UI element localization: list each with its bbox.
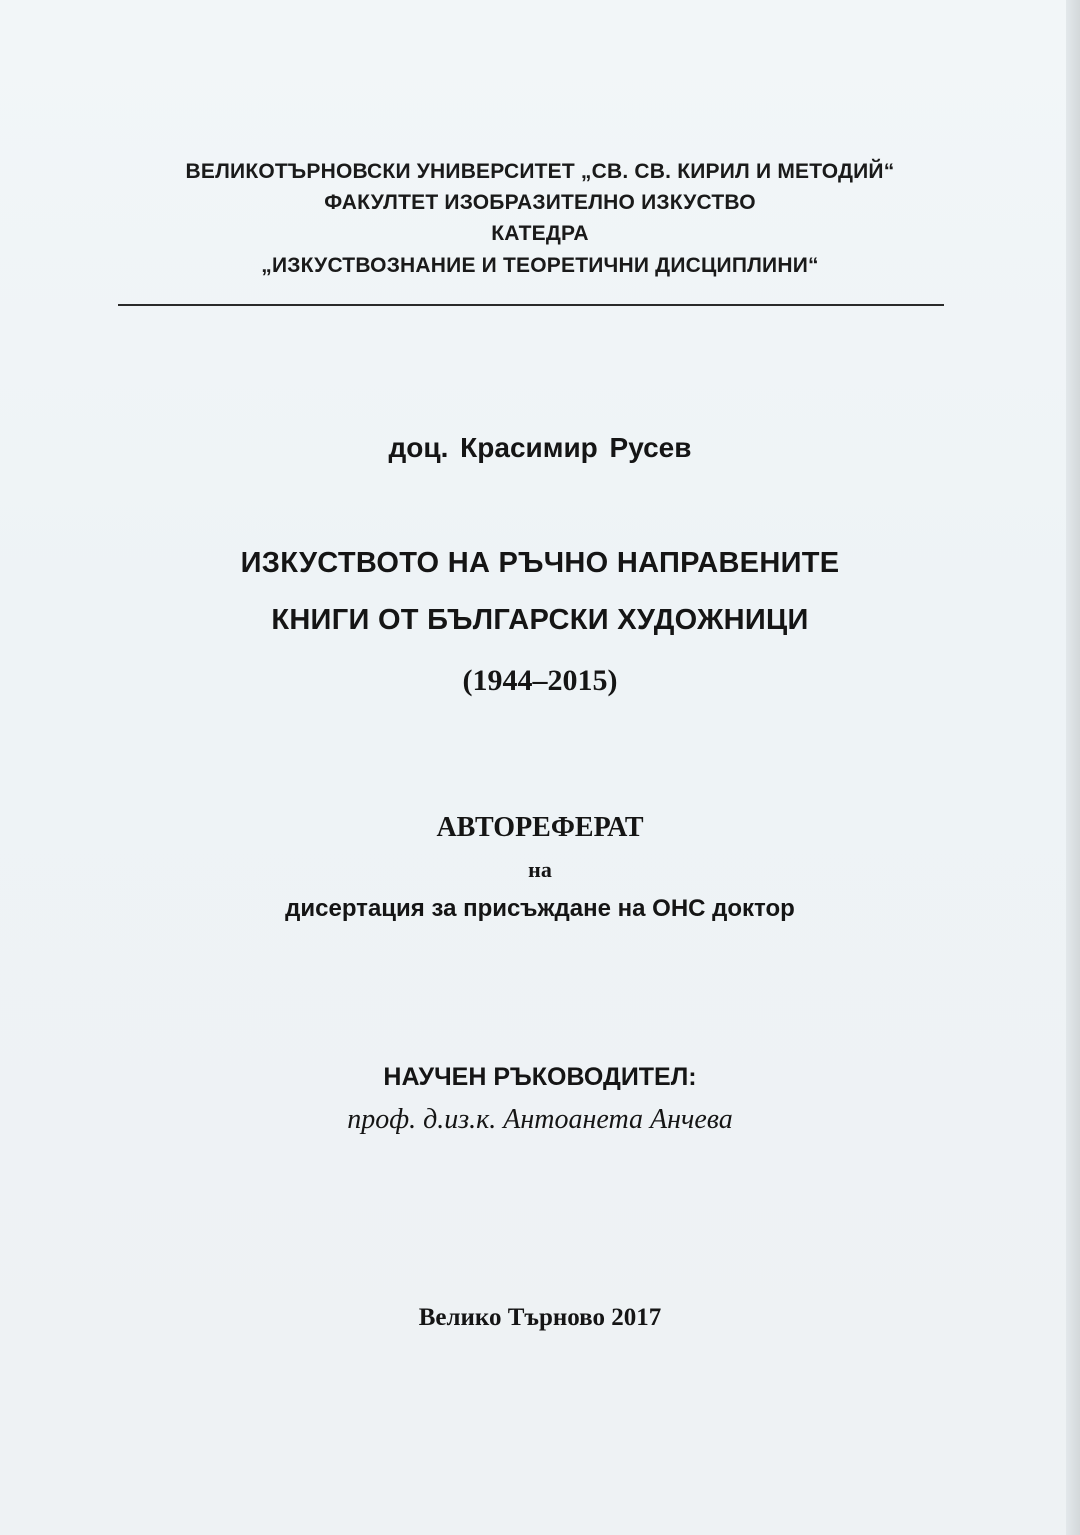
faculty-name: ФАКУЛТЕТ ИЗОБРАЗИТЕЛНО ИЗКУСТВО <box>324 191 756 214</box>
place-and-year: Велико Търново 2017 <box>418 1304 662 1331</box>
supervisor-label: НАУЧЕН РЪКОВОДИТЕЛ: <box>383 1063 697 1091</box>
department-name: „ИЗКУСТВОЗНАНИЕ И ТЕОРЕТИЧНИ ДИСЦИПЛИНИ“ <box>261 254 819 277</box>
abstract-connector: на <box>528 857 552 882</box>
department-label: КАТЕДРА <box>491 222 589 245</box>
header-divider <box>118 304 944 306</box>
author-name: доц. Красимир Русев <box>388 432 692 463</box>
abstract-heading: АВТОРЕФЕРАТ <box>436 812 644 843</box>
title-line-2: КНИГИ ОТ БЪЛГАРСКИ ХУДОЖНИЦИ <box>271 604 809 636</box>
title-years: (1944–2015) <box>462 664 618 697</box>
university-name: ВЕЛИКОТЪРНОВСКИ УНИВЕРСИТЕТ „СВ. СВ. КИРИЛ И МЕТОДИЙ“ <box>185 160 895 183</box>
title-line-1: ИЗКУСТВОТО НА РЪЧНО НАПРАВЕНИТЕ <box>240 547 840 579</box>
abstract-description: дисертация за присъждане на ОНС доктор <box>285 895 795 922</box>
supervisor-name: проф. д.из.к. Антоанета Анчева <box>347 1104 733 1135</box>
